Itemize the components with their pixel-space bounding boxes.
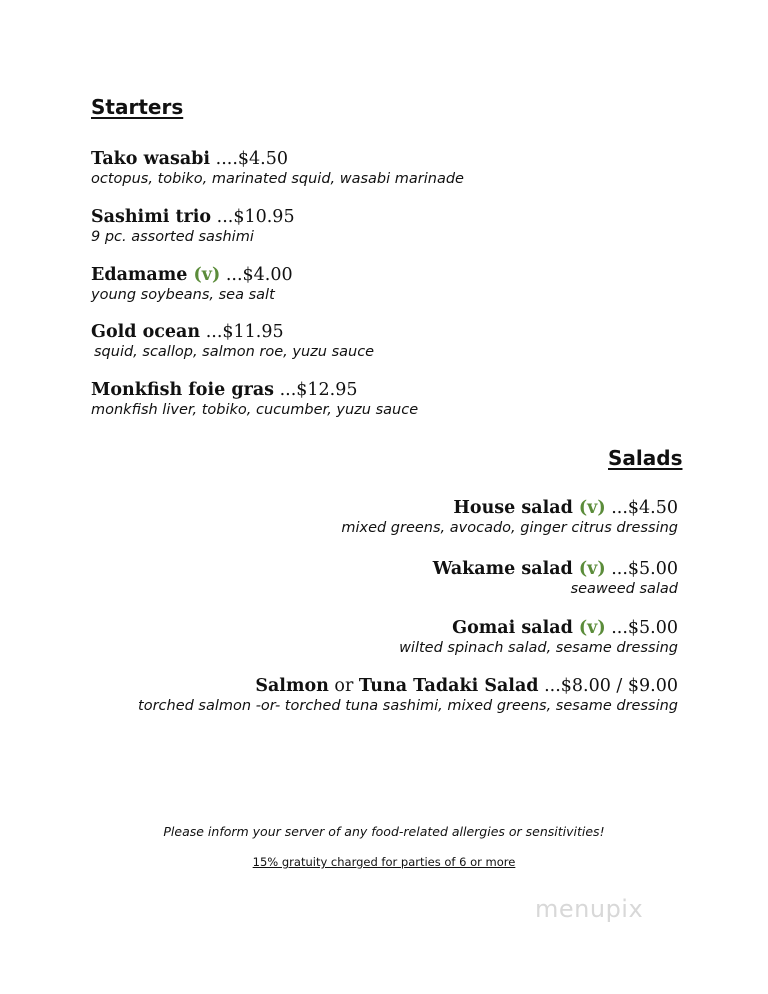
watermark-logo: menupix <box>535 895 644 923</box>
item-price: ...$4.00 <box>220 265 293 285</box>
item-name: Gomai salad <box>452 618 573 638</box>
menu-item-sashimi-trio <box>91 206 295 246</box>
item-description: mixed greens, avocado, ginger citrus dressing <box>341 520 678 536</box>
item-name: Edamame <box>91 265 188 285</box>
allergy-note: Please inform your server of any food-related allergies or sensitivities! <box>163 824 605 839</box>
item-name: Tako wasabi <box>91 149 211 169</box>
item-price: ...$10.95 <box>211 207 295 227</box>
menu-item-edamame <box>91 264 293 304</box>
item-price: ....$4.50 <box>210 149 288 169</box>
item-name: Gold ocean <box>91 322 201 342</box>
menu-item-house-salad <box>341 497 678 537</box>
starters-heading: Starters <box>91 95 184 119</box>
item-description: torched salmon -or- torched tuna sashimi, mixed greens, sesame dressing <box>138 698 678 714</box>
item-description: squid, scallop, salmon roe, yuzu sauce <box>94 344 375 360</box>
item-name: Monkfish foie gras <box>91 380 275 400</box>
menu-item-tadaki-salad <box>138 675 678 715</box>
vegetarian-marker: (v) <box>572 618 606 638</box>
item-price: ...$4.50 <box>605 498 678 518</box>
item-description: monkfish liver, tobiko, cucumber, yuzu sauce <box>91 402 419 418</box>
menu-item-gold-ocean <box>91 321 374 361</box>
item-description: wilted spinach salad, sesame dressing <box>399 640 678 656</box>
item-price: ...$12.95 <box>274 380 358 400</box>
item-description: 9 pc. assorted sashimi <box>91 229 254 245</box>
salads-heading: Salads <box>608 446 683 470</box>
item-description: young soybeans, sea salt <box>91 287 275 303</box>
menu-item-monkfish-foie-gras <box>91 379 418 419</box>
item-description: seaweed salad <box>570 581 678 597</box>
item-price: ...$5.00 <box>605 618 678 638</box>
item-connector: or <box>328 676 359 696</box>
item-name: House salad <box>453 498 573 518</box>
item-description: octopus, tobiko, marinated squid, wasabi marinade <box>91 171 464 187</box>
vegetarian-marker: (v) <box>187 265 221 285</box>
item-name-tuna-tadaki: Tuna Tadaki Salad <box>358 676 539 696</box>
menu-item-wakame-salad <box>433 558 678 598</box>
item-price: ...$8.00 / $9.00 <box>538 676 678 696</box>
menu-item-tako-wasabi <box>91 148 464 188</box>
item-name: Sashimi trio <box>91 207 212 227</box>
item-price: ...$11.95 <box>200 322 284 342</box>
vegetarian-marker: (v) <box>572 559 606 579</box>
item-name: Wakame salad <box>432 559 573 579</box>
vegetarian-marker: (v) <box>572 498 606 518</box>
menu-item-gomai-salad <box>399 617 678 657</box>
gratuity-note: 15% gratuity charged for parties of 6 or more <box>252 855 516 869</box>
item-name-salmon: Salmon <box>255 676 329 696</box>
item-price: ...$5.00 <box>605 559 678 579</box>
